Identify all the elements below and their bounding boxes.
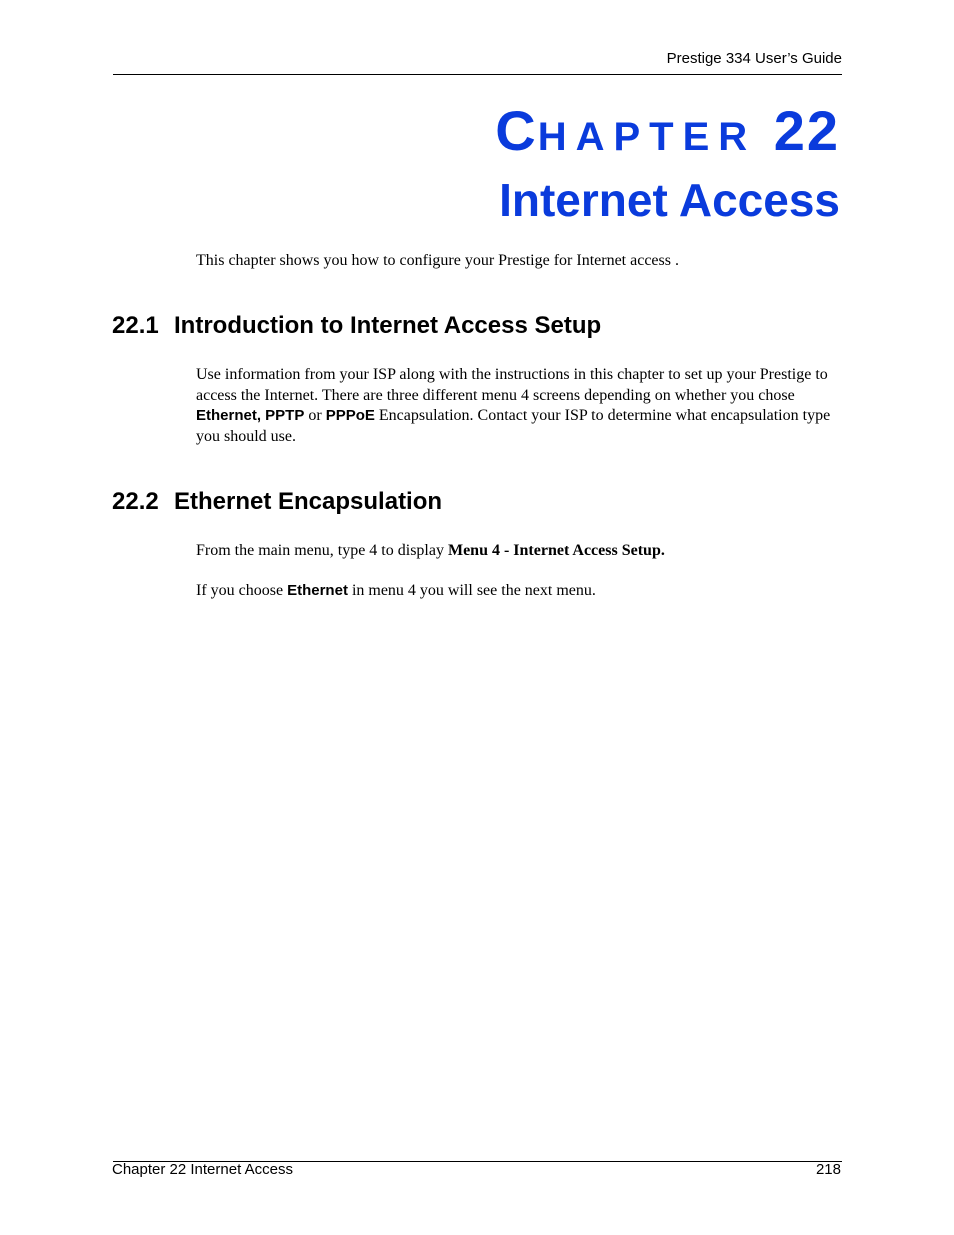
chapter-title: Internet Access (499, 174, 840, 226)
intro-paragraph: This chapter shows you how to configure your Prestige for Internet access . (196, 252, 679, 269)
section-title: Introduction to Internet Access Setup (174, 312, 602, 339)
header-rule (113, 74, 842, 75)
paragraph-text: From the main menu, type 4 to display (196, 542, 448, 559)
section-number: 22.2 (112, 488, 159, 515)
running-header: Prestige 334 User’s Guide (666, 50, 842, 67)
chapter-label-rest: HAPTER (537, 115, 757, 159)
chapter-number: 22 (773, 99, 840, 162)
section-title: Ethernet Encapsulation (174, 488, 443, 515)
paragraph-text: in menu 4 you will see the next menu. (347, 582, 596, 599)
paragraph-text: or (304, 407, 326, 424)
section-1-paragraph (196, 365, 842, 447)
bold-term: Menu 4 - Internet Access Setup. (447, 542, 665, 559)
paragraph-text: Encapsulation. Contact your ISP to determine what encapsulation type you should use. (196, 407, 831, 445)
section-heading-2 (112, 488, 442, 516)
chapter-label-initial: C (495, 99, 538, 162)
section-2-paragraph-2 (196, 581, 842, 602)
section-2-paragraph-1 (196, 541, 842, 562)
bold-term: Ethernet, PPTP (196, 407, 305, 424)
paragraph-text: If you choose (196, 582, 288, 599)
chapter-label (495, 94, 840, 174)
footer-chapter-ref: Chapter 22 Internet Access (112, 1161, 293, 1178)
paragraph-text: Use information from your ISP along with the instructions in this chapter to set up your Prestige to access the Internet. There are three different menu 4 screens depending on whether you chose (196, 366, 828, 404)
footer-page-number: 218 (815, 1161, 841, 1178)
chapter-heading (495, 94, 840, 226)
bold-term: Ethernet (287, 582, 348, 599)
bold-term: PPPoE (325, 407, 375, 424)
section-heading-1 (112, 312, 601, 340)
section-number: 22.1 (112, 312, 159, 339)
